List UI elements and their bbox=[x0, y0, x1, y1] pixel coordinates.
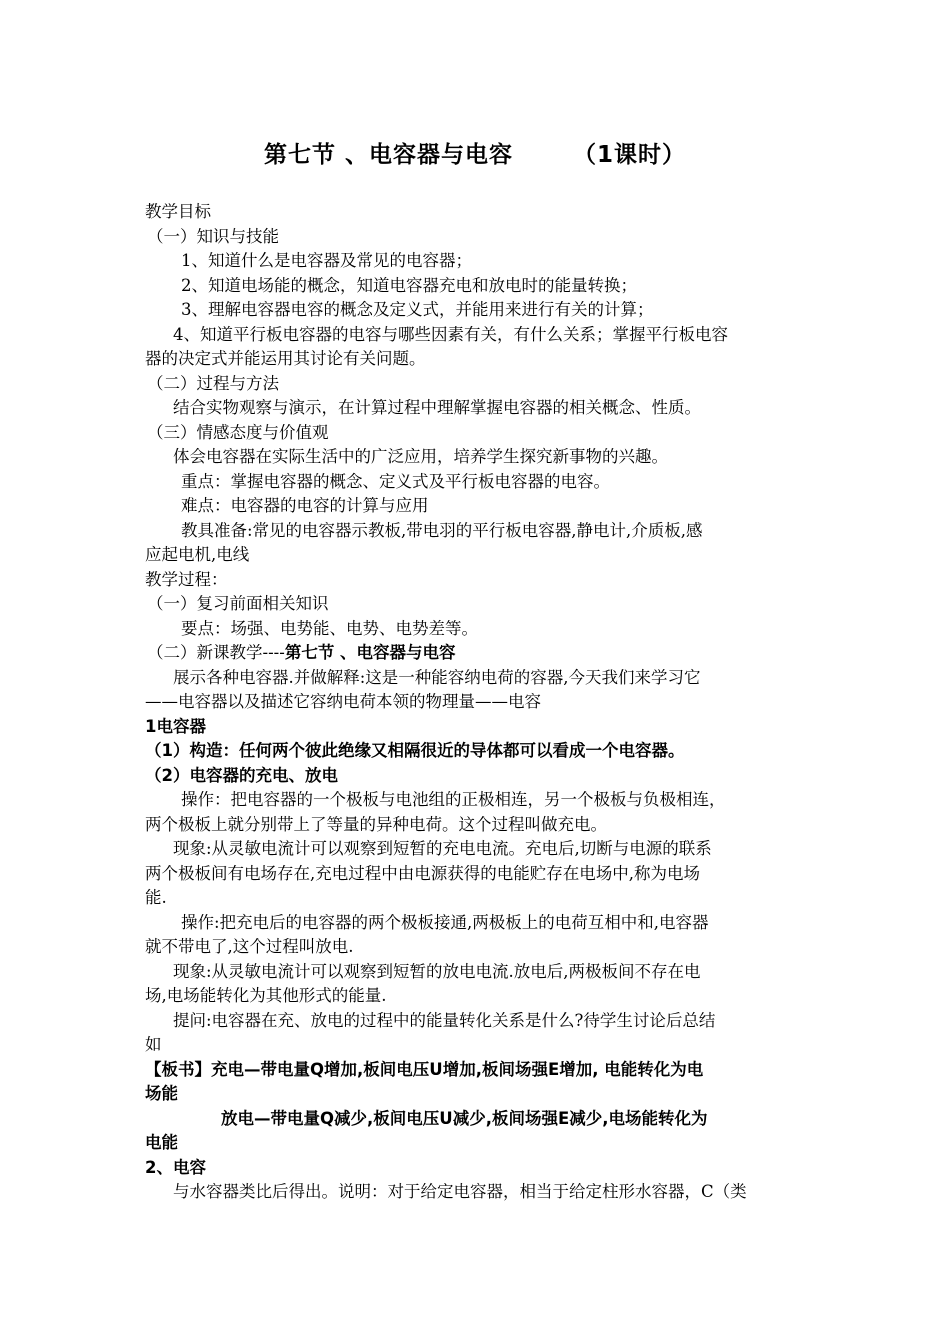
text-line bbox=[145, 788, 810, 813]
text-line bbox=[145, 764, 810, 789]
line-text: 2、电容 bbox=[145, 1157, 206, 1177]
line-text: （2）电容器的充电、放电 bbox=[145, 765, 338, 785]
line-text: （一）复习前面相关知识 bbox=[147, 594, 329, 613]
line-text: 操作:把充电后的电容器的两个极板接通,两极板上的电荷互相中和,电容器 bbox=[181, 912, 709, 932]
page-title bbox=[0, 136, 950, 169]
text-line bbox=[145, 617, 810, 642]
line-text: 如 bbox=[145, 1035, 162, 1054]
line-text: 1电容器 bbox=[145, 716, 206, 736]
text-line bbox=[145, 1156, 810, 1181]
text-line bbox=[145, 1107, 810, 1132]
text-line bbox=[145, 470, 810, 495]
line-text: 应起电机,电线 bbox=[145, 545, 250, 564]
text-line bbox=[145, 1058, 810, 1083]
text-line bbox=[145, 421, 810, 446]
line-text: 1、知道什么是电容器及常见的电容器； bbox=[181, 251, 472, 270]
text-line bbox=[145, 323, 810, 348]
line-text: 现象:从灵敏电流计可以观察到短暂的充电电流。充电后,切断与电源的联系 bbox=[173, 839, 712, 858]
line-text: 场能 bbox=[145, 1084, 178, 1103]
line-text: 与水容器类比后得出。说明：对于给定电容器，相当于给定柱形水容器，C（类 bbox=[173, 1182, 747, 1201]
text-line bbox=[145, 225, 810, 250]
text-line bbox=[145, 1082, 810, 1107]
text-line bbox=[145, 494, 810, 519]
text-line bbox=[145, 298, 810, 323]
text-line bbox=[145, 396, 810, 421]
text-line bbox=[145, 274, 810, 299]
line-text: 放电—带电量Q减少,板间电压U减少,板间场强E减少,电场能转化为 bbox=[221, 1108, 708, 1128]
line-text: 提问:电容器在充、放电的过程中的能量转化关系是什么?待学生讨论后总结 bbox=[173, 1010, 716, 1030]
text-line bbox=[145, 543, 810, 568]
line-text: 体会电容器在实际生活中的广泛应用，培养学生探究新事物的兴趣。 bbox=[173, 447, 668, 466]
line-text: 两个极板上就分别带上了等量的异种电荷。这个过程叫做充电。 bbox=[145, 814, 607, 834]
line-text: （1）构造：任何两个彼此绝缘又相隔很近的导体都可以看成一个电容器。 bbox=[145, 741, 685, 760]
text-line bbox=[145, 1131, 810, 1156]
line-text: 3、理解电容器电容的概念及定义式，并能用来进行有关的计算； bbox=[181, 300, 654, 319]
line-text: 能. bbox=[145, 888, 167, 907]
line-text: 教学过程： bbox=[145, 569, 228, 589]
line-text: 2、知道电场能的概念，知道电容器充电和放电时的能量转换； bbox=[181, 275, 637, 295]
text-line bbox=[145, 715, 810, 740]
line-text: 教具准备:常见的电容器示教板,带电羽的平行板电容器,静电计,介质板,感 bbox=[181, 520, 703, 540]
text-line bbox=[145, 935, 810, 960]
line-text: 现象:从灵敏电流计可以观察到短暂的放电电流.放电后,两极板间不存在电 bbox=[173, 961, 701, 981]
document-body bbox=[145, 200, 810, 1205]
text-line bbox=[145, 200, 810, 225]
line-text: 电能 bbox=[145, 1133, 178, 1152]
text-line bbox=[145, 249, 810, 274]
line-text: 教学目标 bbox=[145, 202, 211, 221]
line-text: 就不带电了,这个过程叫放电. bbox=[145, 937, 354, 956]
text-line bbox=[145, 347, 810, 372]
title-main: 第七节 、电容器与电容 bbox=[263, 142, 513, 168]
line-text: 展示各种电容器.并做解释:这是一种能容纳电荷的容器,今天我们来学习它 bbox=[173, 667, 701, 687]
text-line bbox=[145, 592, 810, 617]
text-line bbox=[145, 666, 810, 691]
text-line bbox=[145, 813, 810, 838]
text-line bbox=[145, 568, 810, 593]
line-text: 要点：场强、电势能、电势、电势差等。 bbox=[181, 618, 478, 638]
line-text: 4、知道平行板电容器的电容与哪些因素有关，有什么关系；掌握平行板电容 bbox=[173, 324, 728, 344]
text-line bbox=[145, 641, 810, 666]
line-text: 重点：掌握电容器的概念、定义式及平行板电容器的电容。 bbox=[181, 471, 610, 491]
text-line bbox=[145, 862, 810, 887]
text-line bbox=[145, 372, 810, 397]
line-text: ——电容器以及描述它容纳电荷本领的物理量——电容 bbox=[145, 692, 541, 711]
line-text: 【板书】充电—带电量Q增加,板间电压U增加,板间场强E增加, 电能转化为电 bbox=[145, 1059, 704, 1079]
text-line bbox=[145, 837, 810, 862]
line-text: 两个极板间有电场存在,充电过程中由电源获得的电能贮存在电场中,称为电场 bbox=[145, 863, 700, 883]
line-text: 结合实物观察与演示，在计算过程中理解掌握电容器的相关概念、性质。 bbox=[173, 398, 701, 417]
text-line bbox=[145, 960, 810, 985]
title-hours: （1课时） bbox=[573, 142, 687, 168]
text-line bbox=[145, 445, 810, 470]
text-line bbox=[145, 1180, 810, 1205]
line-text: （二）新课教学---- bbox=[147, 643, 285, 662]
line-text: 场,电场能转化为其他形式的能量. bbox=[145, 986, 387, 1005]
text-line bbox=[145, 739, 810, 764]
text-line bbox=[145, 1009, 810, 1034]
line-text: 器的决定式并能运用其讨论有关问题。 bbox=[145, 349, 426, 368]
line-bold-text: 第七节 、电容器与电容 bbox=[284, 643, 456, 662]
text-line bbox=[145, 911, 810, 936]
line-text: 操作：把电容器的一个极板与电池组的正极相连，另一个极板与负极相连， bbox=[181, 790, 726, 809]
line-text: （二）过程与方法 bbox=[147, 373, 279, 393]
text-line bbox=[145, 984, 810, 1009]
text-line bbox=[145, 519, 810, 544]
line-text: 难点：电容器的电容的计算与应用 bbox=[181, 496, 429, 515]
text-line bbox=[145, 886, 810, 911]
text-line bbox=[145, 1033, 810, 1058]
text-line bbox=[145, 690, 810, 715]
line-text: （一）知识与技能 bbox=[147, 226, 279, 246]
line-text: （三）情感态度与价值观 bbox=[147, 422, 329, 442]
